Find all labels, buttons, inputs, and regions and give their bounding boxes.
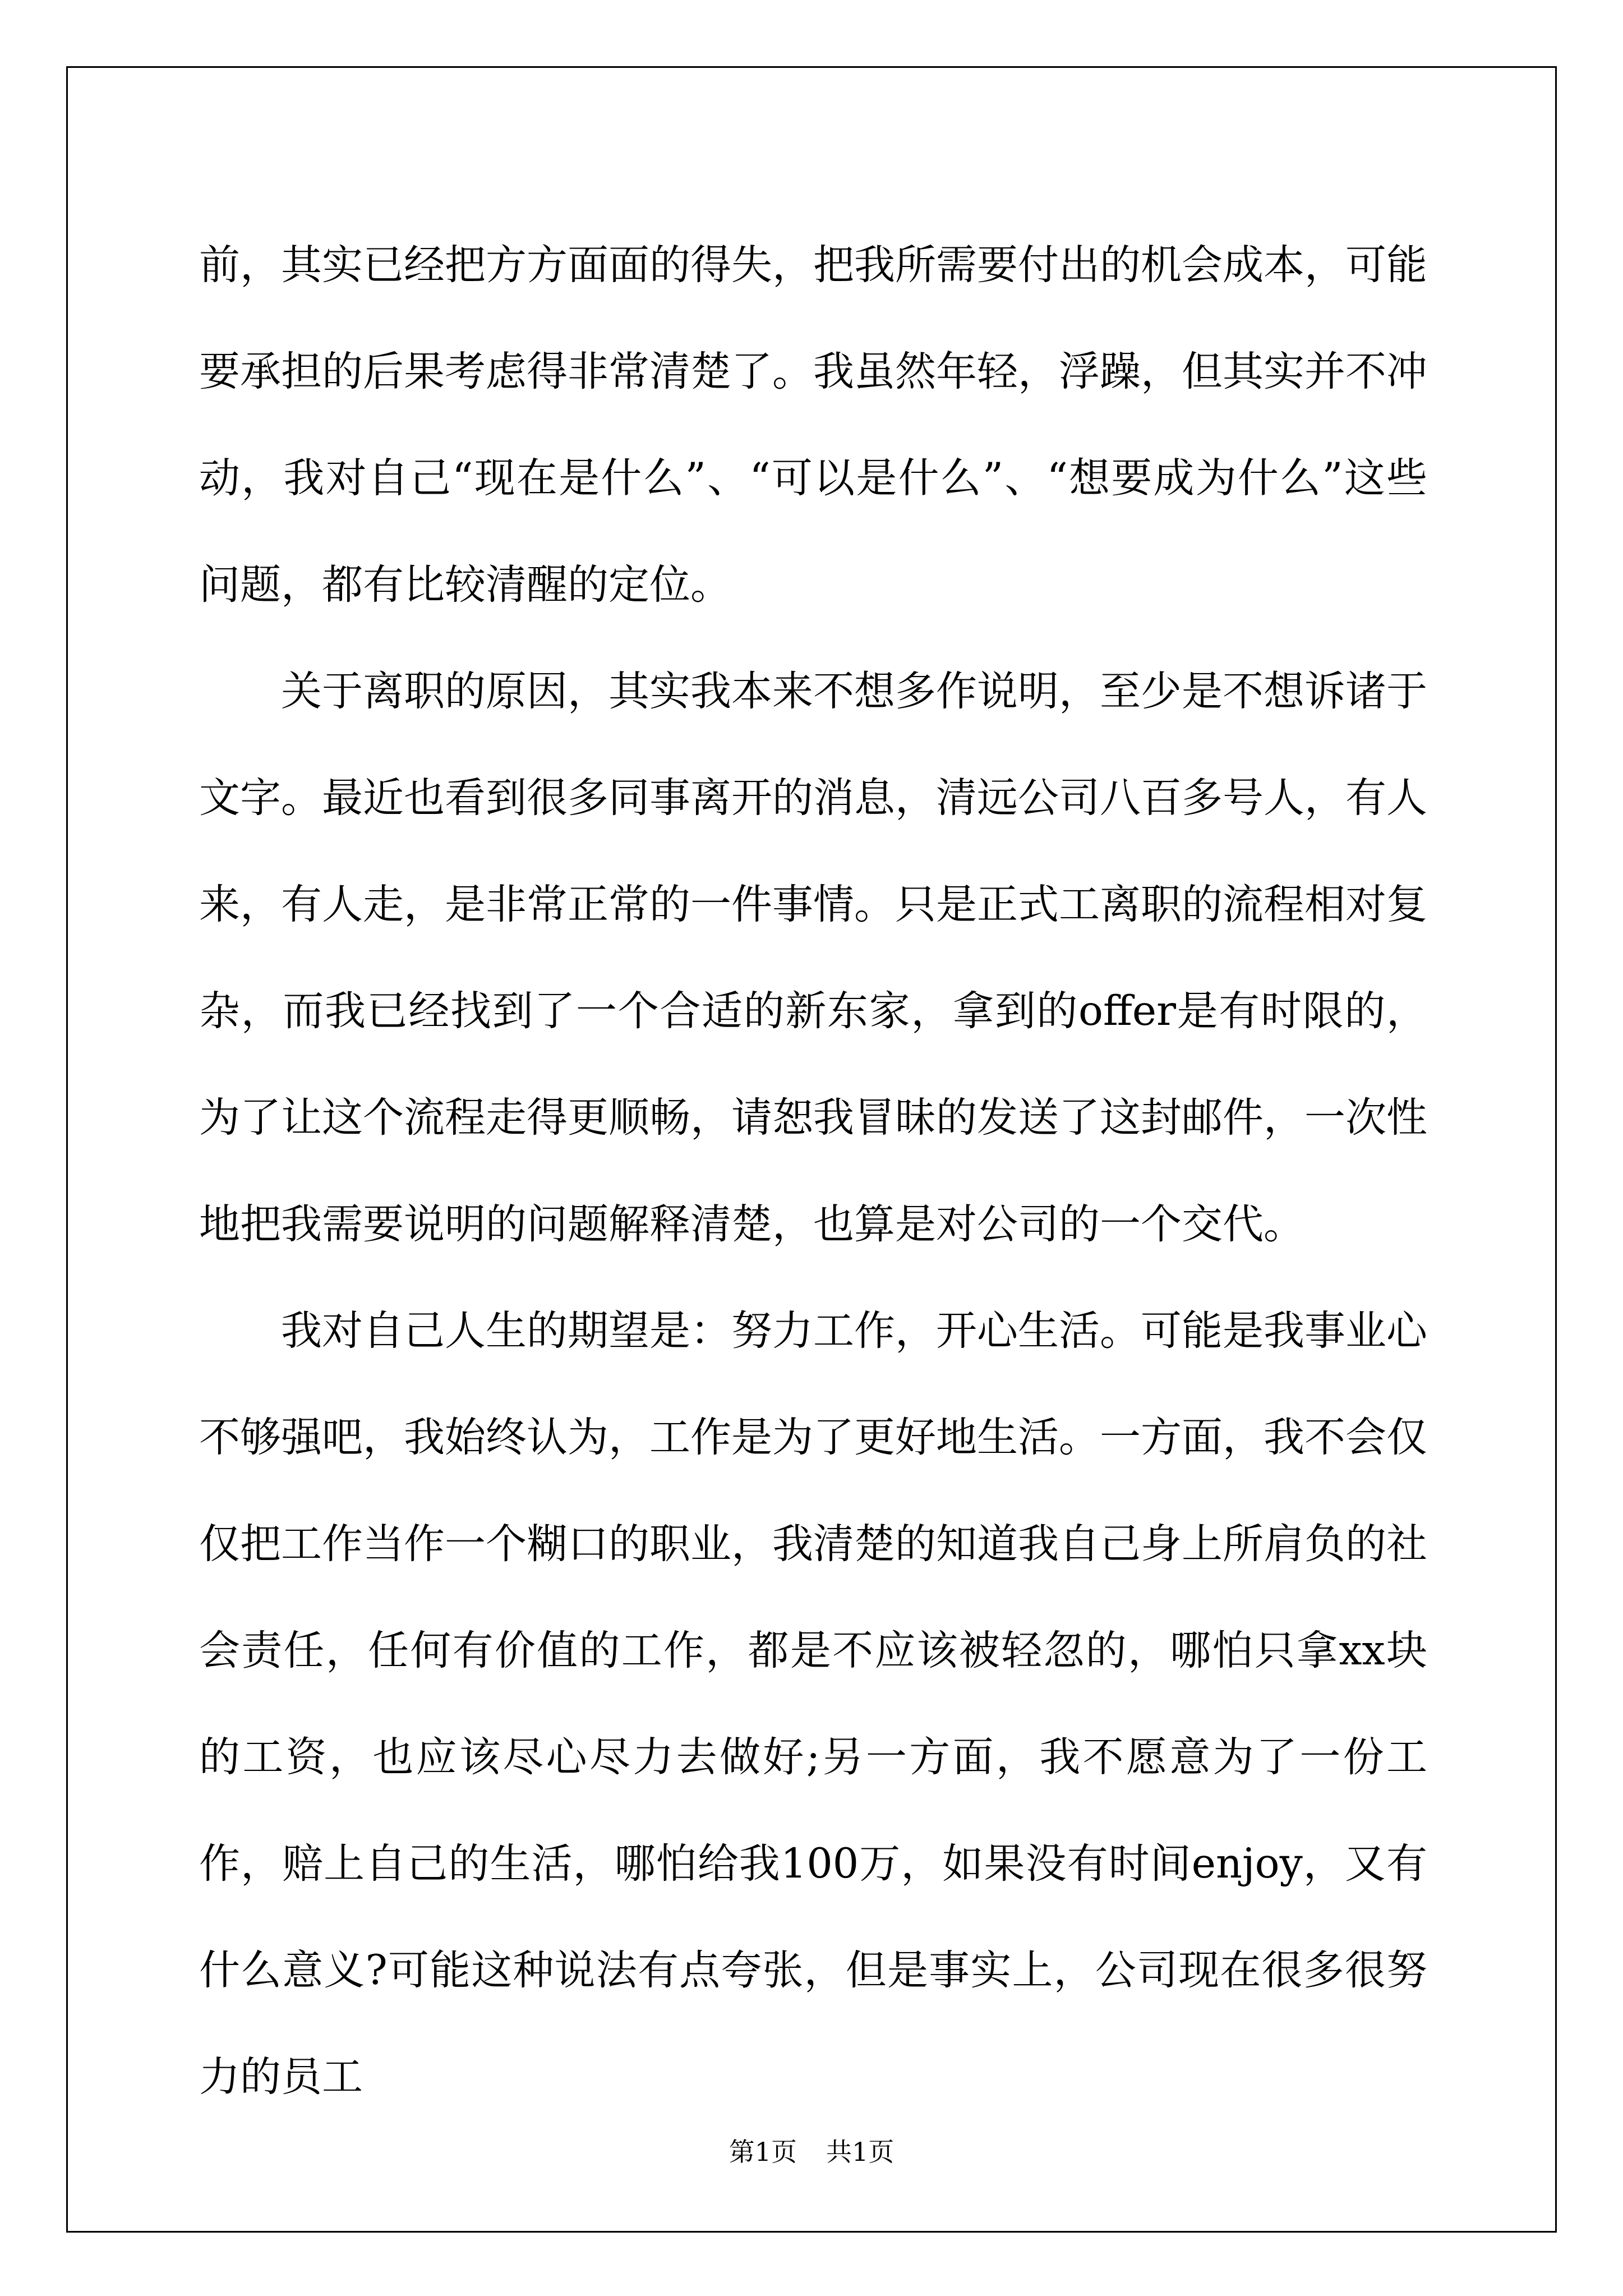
page-number: 第1页 [728,2137,797,2167]
document-body [199,212,1427,2131]
paragraph-3: 我对自己人生的期望是：努力工作，开心生活。可能是我事业心不够强吧，我始终认为，工作是为了更好地生活。一方面，我不会仅仅把工作当作一个糊口的职业，我清楚的知道我自己身上所肩负的社会责任，任何有价值的工作，都是不应该被轻忽的，哪怕只拿xx块的工资，也应该尽心尽力去做好;另一方面，我不愿意为了一份工作，赔上自己的生活，哪怕给我100万，如果没有时间enjoy，又有什么意义?可能这种说法有点夸张，但是事实上，公司现在很多很努力的员工 [199,1307,1427,2101]
page-total: 共1页 [826,2137,895,2167]
paragraph-2: 关于离职的原因，其实我本来不想多作说明，至少是不想诉诸于文字。最近也看到很多同事离开的消息，清远公司八百多号人，有人来，有人走，是非常正常的一件事情。只是正式工离职的流程相对复杂，而我已经找到了一个合适的新东家，拿到的offer是有时限的，为了让这个流程走得更顺畅，请恕我冒昧的发送了这封邮件，一次性地把我需要说明的问题解释清楚，也算是对公司的一个交代。 [199,668,1427,1248]
paragraph-1: 前，其实已经把方方面面的得失，把我所需要付出的机会成本，可能要承担的后果考虑得非常清楚了。我虽然年轻，浮躁，但其实并不冲动，我对自己“现在是什么”、“可以是什么”、“想要成为什么”这些问题，都有比较清醒的定位。 [199,241,1427,609]
page-footer [0,2132,1623,2169]
